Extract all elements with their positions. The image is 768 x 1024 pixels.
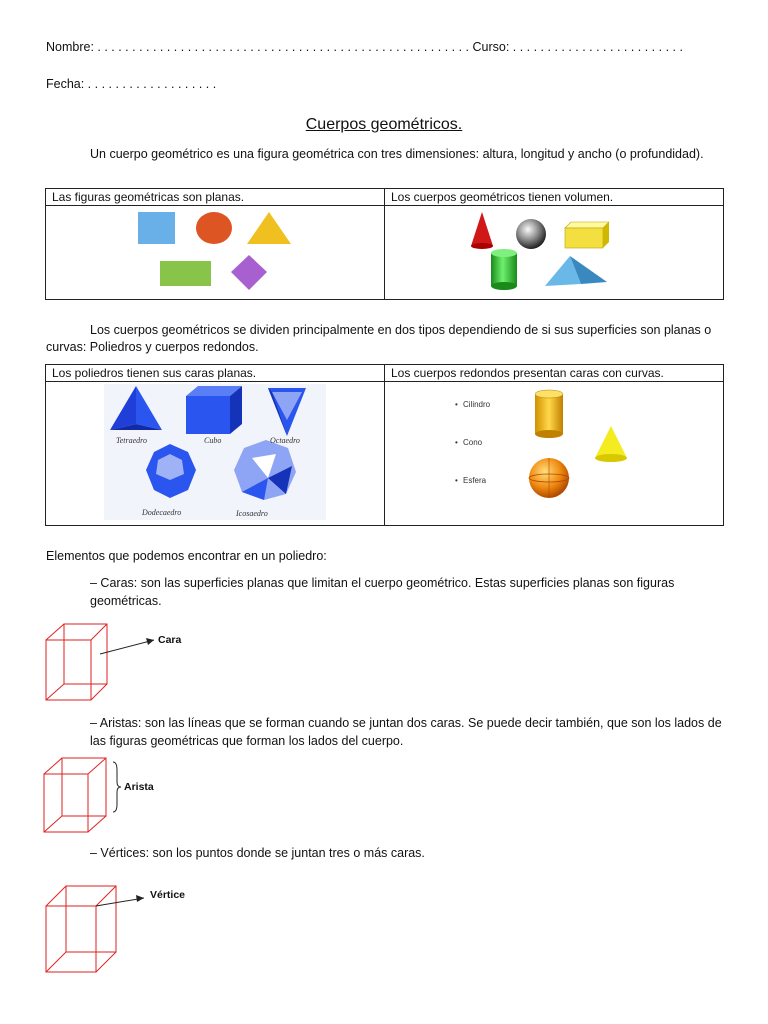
aristas-definition: – Aristas: son las líneas que se forman cuando se juntan dos caras. Se puede decir también, que son los lados de las figuras geométricas que forman los lados del cuerpo.: [90, 716, 722, 748]
table1-right-header: Los cuerpos geométricos tienen volumen.: [385, 189, 724, 206]
polyhedra-cell: [46, 382, 385, 526]
rhombus-shape: [231, 255, 267, 290]
round-bodies-cell: [385, 382, 724, 526]
plane-figures-cell: [46, 206, 385, 300]
rectangle-shape: [160, 261, 211, 286]
solid-bodies-cell: [385, 206, 724, 300]
cube-label: Cubo: [204, 436, 222, 445]
prism-solid: [565, 228, 603, 248]
arista-cube-diagram: [40, 756, 180, 836]
icosahedron-label: Icosaedro: [236, 509, 268, 518]
round-bullet-1: •: [455, 400, 458, 409]
cara-cube-diagram: [40, 620, 200, 704]
round-bullet-3: •: [455, 476, 458, 485]
table2-left-header: Los poliedros tienen sus caras planas.: [46, 365, 385, 382]
dodecahedron-label: Dodecaedro: [142, 508, 182, 517]
caras-definition: – Caras: son las superficies planas que limitan el cuerpo geométrico. Estas superficies planas son figuras geométricas.: [90, 576, 675, 608]
elements-heading: Elementos que podemos encontrar en un poliedro:: [46, 549, 327, 563]
fecha-line: Fecha: . . . . . . . . . . . . . . . . . . .: [46, 77, 217, 91]
round-bullet-2: •: [455, 438, 458, 447]
plane-figures-image: [46, 206, 384, 296]
polyhedra-image: [46, 382, 384, 522]
arista-brace: [113, 762, 121, 812]
square-shape: [138, 212, 175, 244]
octahedron-label: Octaedro: [270, 436, 300, 445]
sphere-solid: [516, 219, 546, 249]
table-polyhedra-vs-round: [45, 364, 724, 526]
round-cylinder-shape: [535, 394, 563, 434]
page-title: Cuerpos geométricos.: [305, 116, 463, 133]
triangle-shape: [247, 212, 291, 244]
table-flat-vs-volume: [45, 188, 724, 300]
cone-label: Cono: [463, 438, 483, 447]
cylinder-solid: [491, 253, 517, 286]
cara-label: Cara: [158, 634, 182, 646]
table2-right-header: Los cuerpos redondos presentan caras con curvas.: [385, 365, 724, 382]
round-cone-shape: [595, 426, 627, 458]
tetrahedron-label: Tetraedro: [116, 436, 147, 445]
circle-shape: [196, 212, 232, 244]
solid-bodies-image: [385, 206, 723, 296]
cone-solid: [471, 212, 493, 246]
table1-left-header: Las figuras geométricas son planas.: [46, 189, 385, 206]
intro-paragraph: Un cuerpo geométrico es una figura geométrica con tres dimensiones: altura, longitud y ancho (o profundidad).: [90, 147, 704, 161]
types-paragraph: Los cuerpos geométricos se dividen principalmente en dos tipos dependiendo de si sus superficies son planas o curvas: Poliedros y cuerpos redondos.: [46, 323, 712, 354]
arista-label: Arista: [124, 781, 154, 793]
sphere-label: Esfera: [463, 476, 487, 485]
vertice-label: Vértice: [150, 889, 186, 901]
round-bodies-image: [385, 382, 723, 522]
cylinder-label: Cilindro: [463, 400, 491, 409]
vertices-definition: – Vértices: son los puntos donde se juntan tres o más caras.: [90, 846, 425, 860]
nombre-curso-line: Nombre: . . . . . . . . . . . . . . . . . . . . . . . . . . . . . . . . . . . . . . . . . . . . . . . . . . . . . . Curso: . . . . . . . . . . . . . . . . . . . . . . . . .: [46, 40, 683, 54]
